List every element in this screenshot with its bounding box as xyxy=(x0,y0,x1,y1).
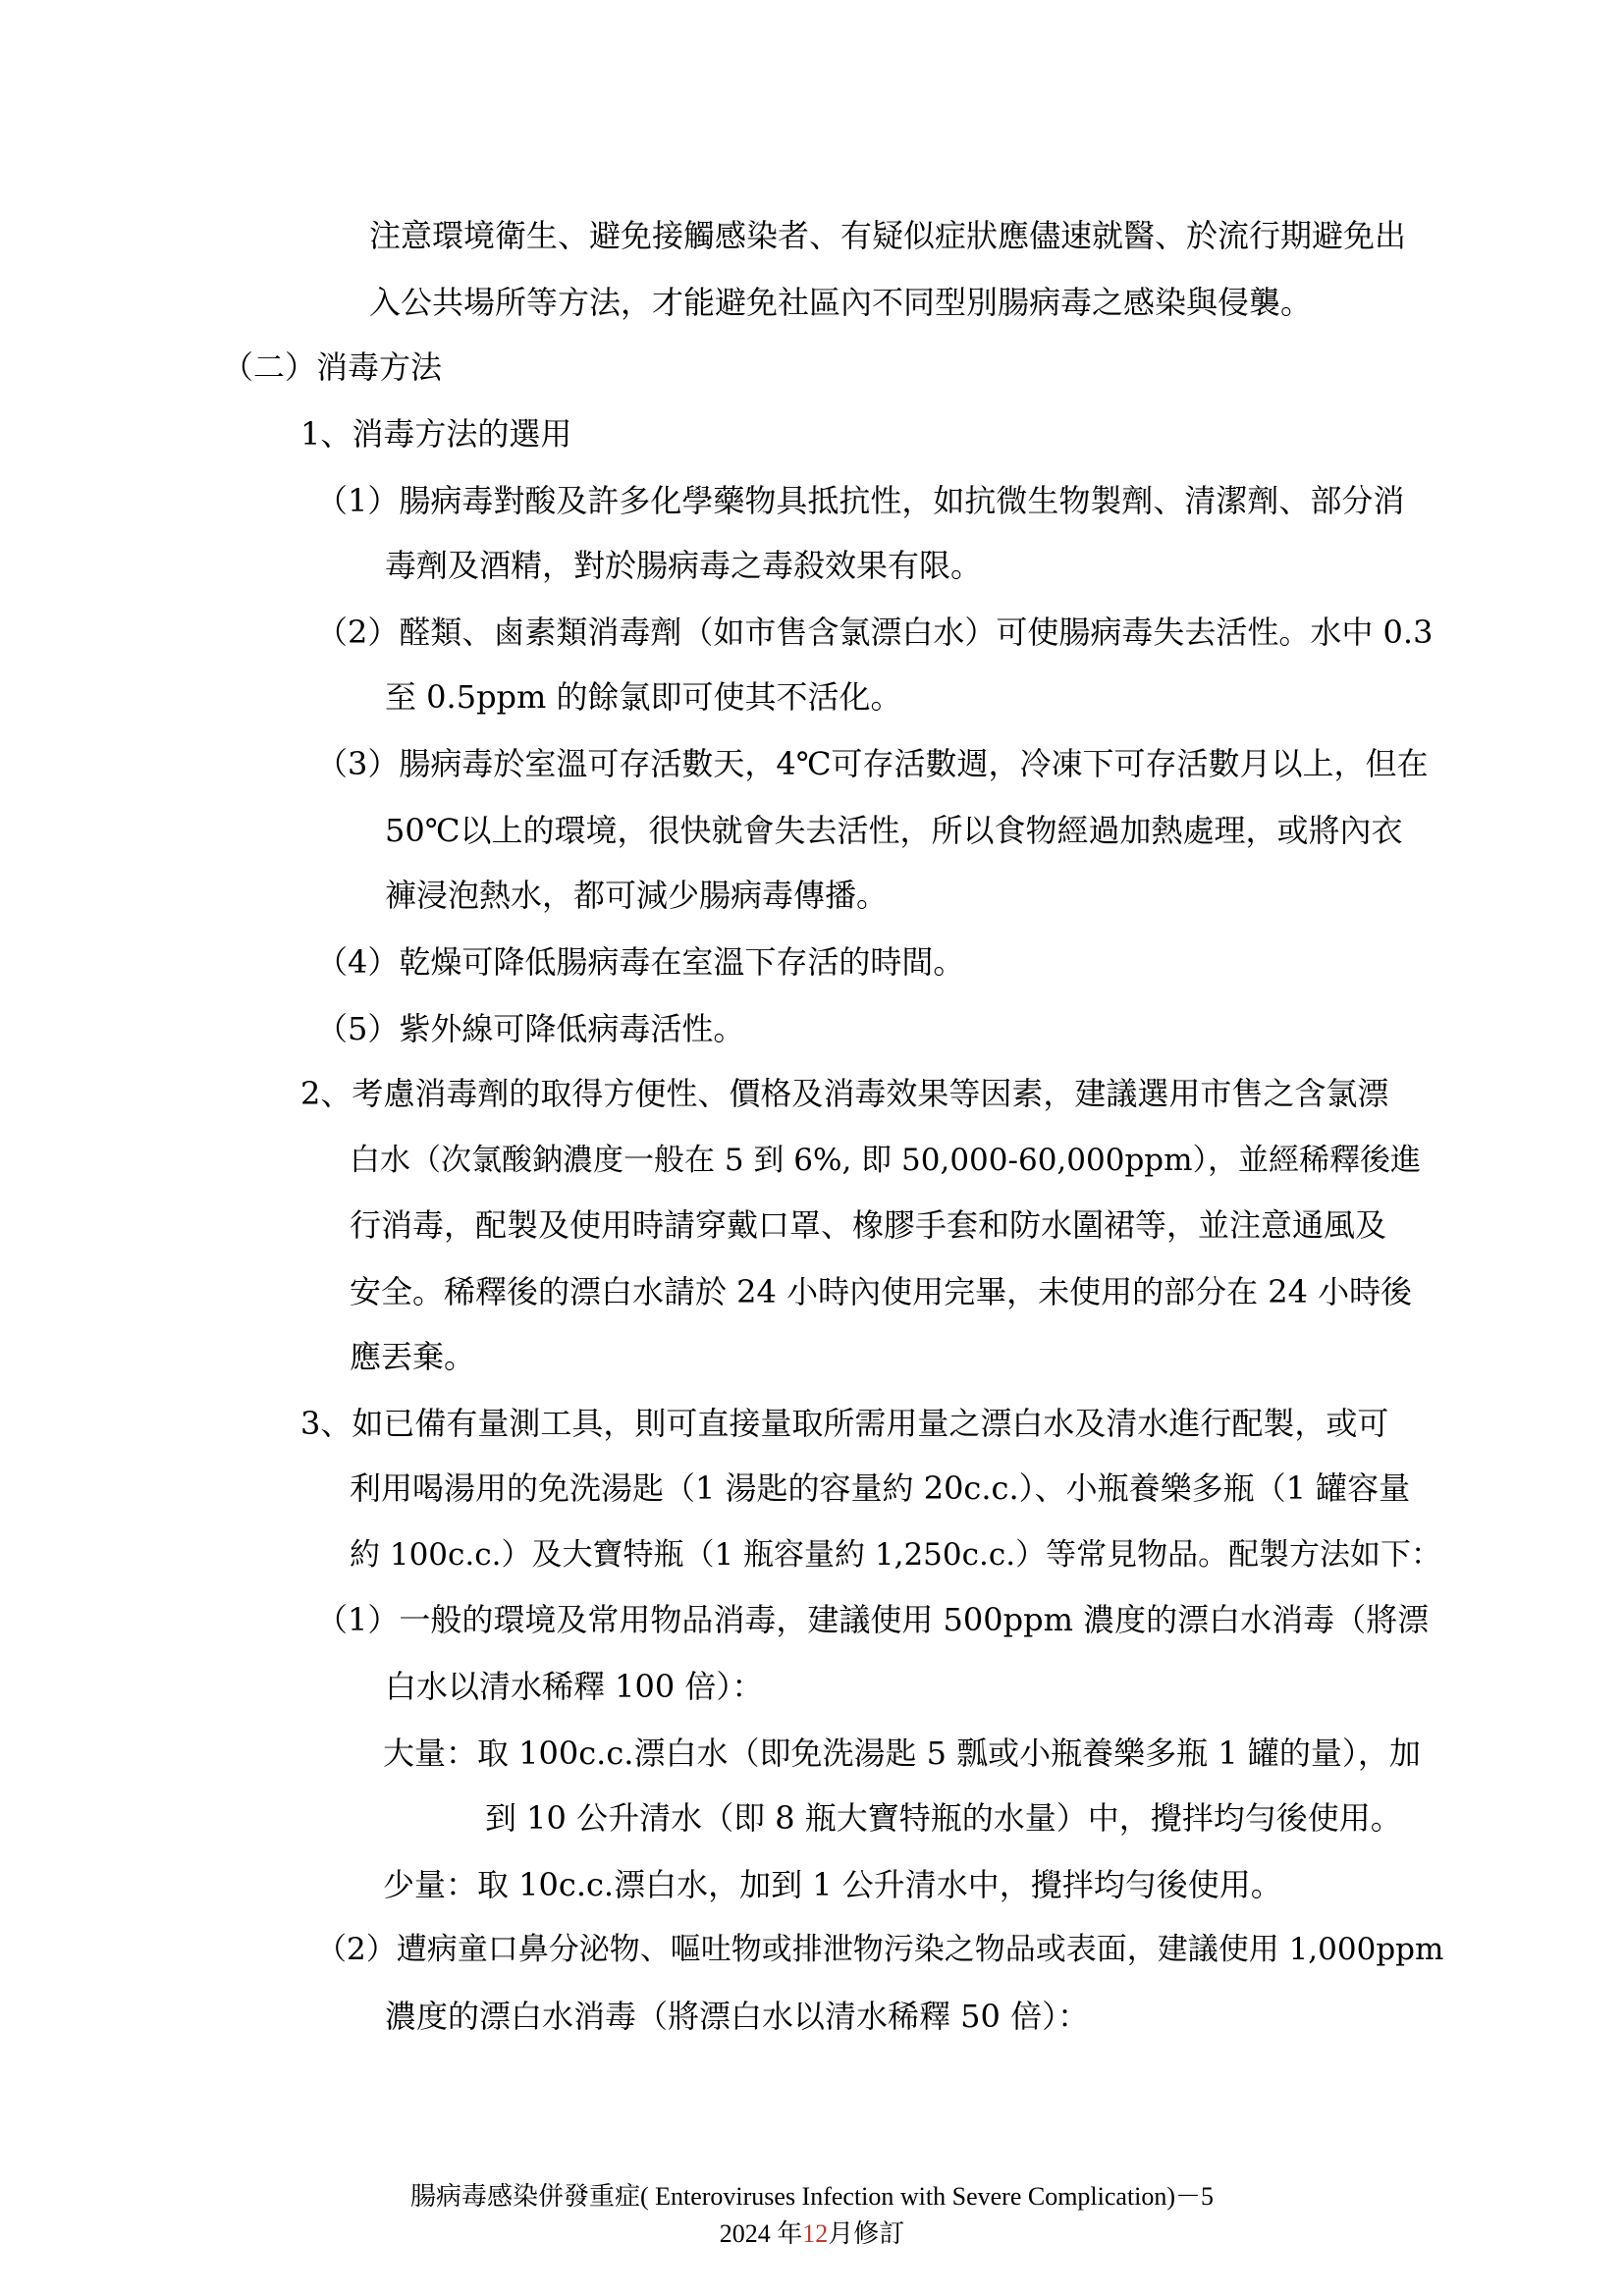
body-line: 至 0.5ppm 的餘氯即可使其不活化。 xyxy=(385,678,902,716)
subsection-heading: 1、消毒方法的選用 xyxy=(300,415,572,453)
body-line: 注意環境衛生、避免接觸感染者、有疑似症狀應儘速就醫、於流行期避免出 xyxy=(369,217,1407,254)
body-line: 到 10 公升清水（即 8 瓶大寶特瓶的水量）中，攪拌均勻後使用。 xyxy=(485,1799,1402,1837)
dosage-line: 大量：取 100c.c.漂白水（即免洗湯匙 5 瓢或小瓶養樂多瓶 1 罐的量），加 xyxy=(383,1735,1421,1772)
list-item: （4）乾燥可降低腸病毒在室溫下存活的時間。 xyxy=(316,943,965,981)
numbered-item: 3、如已備有量測工具，則可直接量取所需用量之漂白水及清水進行配製，或可 xyxy=(300,1405,1389,1442)
footer-revision-date xyxy=(0,2218,1624,2250)
body-line: 應丟棄。 xyxy=(350,1338,476,1375)
footer-title: 腸病毒感染併發重症( Enteroviruses Infection with Severe Complication)－5 xyxy=(409,2182,1215,2211)
body-line: 白水以清水稀釋 100 倍）： xyxy=(385,1668,764,1705)
body-line: 利用喝湯用的免洗湯匙（1 湯匙的容量約 20c.c.）、小瓶養樂多瓶（1 罐容量 xyxy=(350,1469,1411,1507)
body-line: 褲浸泡熱水，都可減少腸病毒傳播。 xyxy=(385,877,889,914)
numbered-item: 2、考慮消毒劑的取得方便性、價格及消毒效果等因素，建議選用市售之含氯漂 xyxy=(300,1075,1389,1112)
body-line: 毒劑及酒精，對於腸病毒之毒殺效果有限。 xyxy=(385,547,983,584)
body-line: 安全。稀釋後的漂白水請於 24 小時內使用完畢，未使用的部分在 24 小時後 xyxy=(350,1273,1413,1310)
footer-year: 2024 年 xyxy=(719,2219,803,2248)
list-item: （2）遭病童口鼻分泌物、嘔吐物或排泄物污染之物品或表面，建議使用 1,000ppm xyxy=(316,1932,1444,1967)
body-line: 50℃以上的環境，很快就會失去活性，所以食物經過加熱處理，或將內衣 xyxy=(385,812,1403,849)
list-item: （2）醛類、鹵素類消毒劑（如市售含氯漂白水）可使腸病毒失去活性。水中 0.3 xyxy=(316,614,1434,651)
footer-month: 12 xyxy=(802,2219,829,2248)
list-item: （3）腸病毒於室溫可存活數天，4℃可存活數週，冷凍下可存活數月以上，但在 xyxy=(316,745,1429,782)
body-line: 入公共場所等方法，才能避免社區內不同型別腸病毒之感染與侵襲。 xyxy=(369,284,1313,321)
body-line: 約 100c.c.）及大寶特瓶（1 瓶容量約 1,250c.c.）等常見物品。配製方法如下： xyxy=(350,1537,1442,1573)
list-item: （5）紫外線可降低病毒活性。 xyxy=(316,1010,745,1047)
dosage-line: 少量：取 10c.c.漂白水，加到 1 公升清水中，攪拌均勻後使用。 xyxy=(383,1866,1282,1903)
body-line: 白水（次氯酸鈉濃度一般在 5 到 6%, 即 50,000-60,000ppm），並經稀釋後進 xyxy=(350,1143,1422,1178)
section-heading: （二）消毒方法 xyxy=(222,348,443,386)
footer-month-suffix: 月修訂 xyxy=(828,2219,905,2248)
list-item: （1）腸病毒對酸及許多化學藥物具抵抗性，如抗微生物製劑、清潔劑、部分消 xyxy=(316,482,1405,519)
list-item: （1）一般的環境及常用物品消毒，建議使用 500ppm 濃度的漂白水消毒（將漂 xyxy=(316,1601,1430,1638)
body-line: 濃度的漂白水消毒（將漂白水以清水稀釋 50 倍）： xyxy=(385,1998,1090,2035)
body-line: 行消毒，配製及使用時請穿戴口罩、橡膠手套和防水圍裙等，並注意通風及 xyxy=(350,1206,1387,1244)
